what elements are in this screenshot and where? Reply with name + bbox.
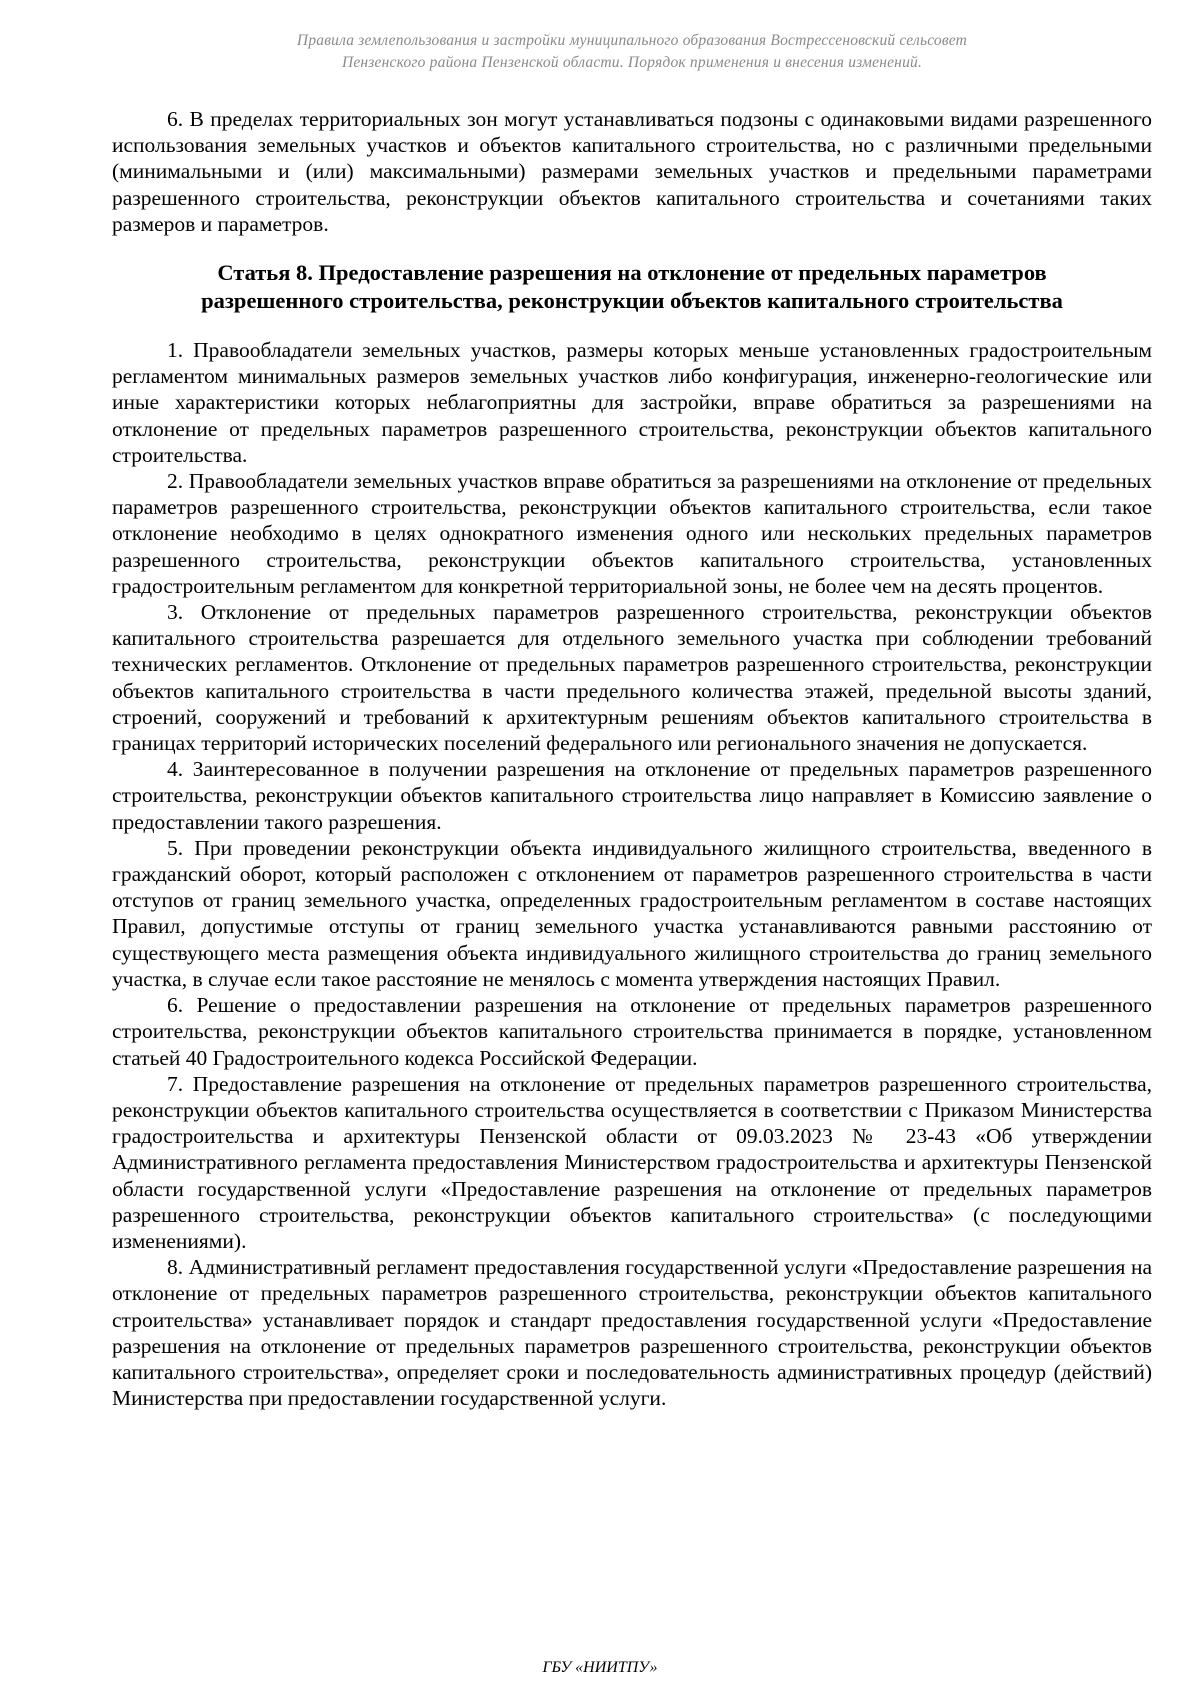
article-paragraph-4: 4. Заинтересованное в получении разрешения на отклонение от предельных параметров разрешенного строительства, реконструкции объектов капитального строительства лицо направляет в Комиссию заявление о предоставлении такого разрешения. — [112, 757, 1152, 834]
article-paragraph-8: 8. Административный регламент предоставления государственной услуги «Предоставление разрешения на отклонение от предельных параметров разрешенного строительства, реконструкции объектов капитального строительства» устанавливает порядок и стандарт предоставления государственной услуги «Предоставление разрешения на отклонение от предельных параметров разрешенного строительства, реконструкции объектов капитального строительства», определяет сроки и последовательность административных процедур (действий) Министерства при предоставлении государственной услуги. — [112, 1255, 1152, 1411]
article-body — [112, 337, 1152, 1411]
document-page — [112, 30, 1152, 1411]
intro-paragraph: 6. В пределах территориальных зон могут устанавливаться подзоны с одинаковыми видами разрешенного использования земельных участков и объектов капитального строительства, но с различными предельными (минимальными и (или) максимальными) размерами земельных участков и предельными параметрами разрешенного строительства, реконструкции объектов капитального строительства и сочетаниями таких размеров и параметров. — [112, 107, 1152, 236]
running-header-line-1: Правила землепользования и застройки муниципального образования Вострессеновский сельсовет — [296, 32, 968, 49]
article-paragraph-2: 2. Правообладатели земельных участков вправе обратиться за разрешениями на отклонение от предельных параметров разрешенного строительства, реконструкции объектов капитального строительства, если такое отклонение необходимо в целях однократного изменения одного или нескольких предельных параметров разрешенного строительства, реконструкции объектов капитального строительства, установленных градостроительным регламентом для конкретной территориальной зоны, не более чем на десять процентов. — [112, 469, 1152, 598]
article-title-line-1: Статья 8. Предоставление разрешения на отклонение от предельных параметров — [217, 260, 1047, 286]
running-footer: ГБУ «НИИТПУ» — [542, 1659, 658, 1676]
article-paragraph-6: 6. Решение о предоставлении разрешения на отклонение от предельных параметров разрешенного строительства, реконструкции объектов капитального строительства принимается в порядке, установленном статьей 40 Градостроительного кодекса Российской Федерации. — [112, 993, 1152, 1070]
article-paragraph-5: 5. При проведении реконструкции объекта индивидуального жилищного строительства, введенного в гражданский оборот, который расположен с отклонением от параметров разрешенного строительства в части отступов от границ земельного участка, определенных градостроительным регламентом в составе настоящих Правил, допустимые отступы от границ земельного участка устанавливаются равными расстоянию от существующего места размещения объекта индивидуального жилищного строительства до границ земельного участка, в случае если такое расстояние не менялось с момента утверждения настоящих Правил. — [112, 835, 1152, 991]
running-header — [112, 30, 1152, 74]
running-header-line-2: Пензенского района Пензенской области. Порядок применения и внесения изменений. — [341, 54, 923, 71]
article-paragraph-7: 7. Предоставление разрешения на отклонение от предельных параметров разрешенного строительства, реконструкции объектов капитального строительства осуществляется в соответствии с Приказом Министерства градостроительства и архитектуры Пензенской области от 09.03.2023 № 23-43 «Об утверждении Административного регламента предоставления Министерством градостроительства и архитектуры Пензенской области государственной услуги «Предоставление разрешения на отклонение от предельных параметров разрешенного строительства, реконструкции объектов капитального строительства» (с последующими изменениями). — [112, 1071, 1152, 1253]
article-paragraph-3: 3. Отклонение от предельных параметров разрешенного строительства, реконструкции объектов капитального строительства разрешается для отдельного земельного участка при соблюдении требований технических регламентов. Отклонение от предельных параметров разрешенного строительства, реконструкции объектов капитального строительства в части предельного количества этажей, предельной высоты зданий, строений, сооружений и требований к архитектурным решениям объектов капитального строительства в границах территорий исторических поселений федерального или регионального значения не допускается. — [112, 600, 1152, 756]
article-title — [112, 259, 1152, 315]
article-paragraph-1: 1. Правообладатели земельных участков, размеры которых меньше установленных градостроительным регламентом минимальных размеров земельных участков либо конфигурация, инженерно-геологические или иные характеристики которых неблагоприятны для застройки, вправе обратиться за разрешениями на отклонение от предельных параметров разрешенного строительства, реконструкции объектов капитального строительства. — [112, 338, 1152, 467]
article-title-line-2: разрешенного строительства, реконструкции объектов капитального строительства — [201, 288, 1063, 314]
